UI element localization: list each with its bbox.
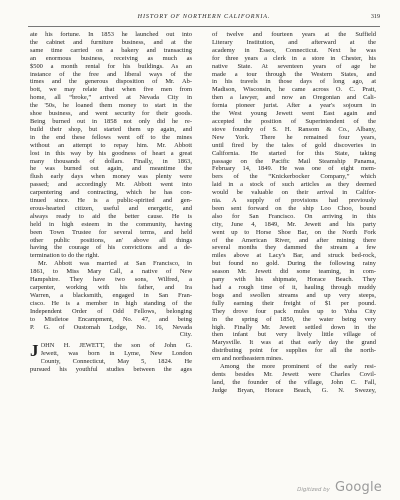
text-line: land, the founder of the village, John C. Fall,: [212, 378, 376, 386]
text-line: times and the generous disposition of Mr. Ab-: [30, 78, 192, 86]
text-line: went up to Horse Shoe Bar, on the North Fork: [212, 228, 376, 236]
text-line: OHN H. JEWETT, the son of John G.: [40, 342, 192, 350]
text-line: miles above at Lacy's Bar, and struck bed-rock,: [212, 252, 376, 260]
text-line: many thousands of dollars. Finally, in 1863,: [30, 157, 192, 165]
text-line: without an attempt to repay him. Mr. Abbott: [30, 141, 192, 149]
text-line: then infant but very lively little village of: [212, 331, 376, 339]
text-line: New York. There he remained four years,: [212, 133, 376, 141]
text-line: Literary Institution, and afterward at the: [212, 38, 376, 46]
right-column: [212, 31, 376, 395]
text-line: in the end these fellows went off to the mines: [30, 133, 192, 141]
text-line: build their shop, but started them up again, and: [30, 125, 192, 133]
text-line: Judge Bryan, Horace Beach, G. N. Swezey,: [212, 386, 376, 394]
text-line: City.: [179, 331, 192, 339]
text-line: having the courage of his convictions and a de-: [30, 244, 192, 252]
text-line: Madison, Wisconsin, he came across O. C. Pratt,: [212, 86, 376, 94]
google-logo: Google: [334, 480, 382, 495]
text-line: Mr. Abbott was married at San Francisco, in: [38, 260, 192, 268]
paragraph-abbott-career: [30, 31, 192, 260]
text-line: in the spring of 1850, the water being very: [212, 315, 376, 323]
text-line: made a tour through the Western States, and: [212, 70, 376, 78]
text-line: bers of the “Knickerbocker Company,” which: [212, 173, 376, 181]
text-line: in his travels in those days of long ago, at: [212, 78, 376, 86]
text-line: academy in Essex, Connecticut. Next he was: [212, 46, 376, 54]
text-line: cisco. He is a member in high standing of the: [30, 299, 192, 307]
text-line: same time carried on a bakery and transacting: [30, 46, 192, 54]
drop-cap: J: [30, 341, 39, 361]
text-line: carpentering and contracting, which he has con-: [30, 189, 192, 197]
text-line: the West young Jewett went East again and: [212, 110, 376, 118]
text-line: home, all “broke,” arrived at Nevada City in: [30, 94, 192, 102]
text-line: California. He started for this State, taking: [212, 149, 376, 157]
text-line: They drove four pack mules up to Yuba City: [212, 307, 376, 315]
text-line: for three years a clerk in a store in Chester, his: [212, 54, 376, 62]
text-line: until fired by the tales of gold discoveries in: [212, 141, 376, 149]
text-line: passage on the Pacific Mail Steamship Panama,: [212, 157, 376, 165]
text-line: the cabinet and furniture business, and at the: [30, 38, 192, 46]
text-line: to Mistletoe Encampment, No. 47, and being: [30, 315, 192, 323]
text-line: flush early days when money was plenty were: [30, 173, 192, 181]
text-line: Among the more prominent of the early resi-: [220, 363, 376, 371]
text-line: fully earning their freight of $1 per pound.: [212, 299, 376, 307]
text-line: ern and northeastern mines.: [212, 355, 284, 363]
text-line: erous-hearted citizen, useful and energetic, and: [30, 204, 192, 212]
text-line: of the American River, and after mining there: [212, 236, 376, 244]
paragraph-abbott-family: [30, 260, 192, 339]
text-line: accepted the position of Superintendent of the: [212, 117, 376, 125]
text-line: also for San Francisco. On arriving in this: [212, 212, 376, 220]
text-line: instance of the free and liberal ways of the: [30, 70, 192, 78]
text-line: native State. At seventeen years of age he: [212, 62, 376, 70]
text-line: P. G. of Oustomah Lodge, No. 16, Nevada: [30, 323, 192, 331]
text-line: pursued his youthful studies between the ages: [30, 366, 192, 374]
text-line: held in high esteem in the community, having: [30, 220, 192, 228]
text-line: distributing point for supplies for all the north-: [212, 347, 376, 355]
text-line: city, June 4, 1849, Mr. Jewett and his party: [212, 220, 376, 228]
paragraph-early-residents: [212, 363, 376, 395]
text-line: he was burned out again, and meantime the: [30, 165, 192, 173]
text-line: Jewett, was born in Lyme, New London: [40, 350, 192, 358]
text-line: but found no gold. During the following rainy: [212, 260, 376, 268]
text-line: of twelve and fourteen years at the Suffield: [212, 31, 376, 38]
text-line: fornia pioneer jurist. After a year's sojourn in: [212, 102, 376, 110]
text-line: passed; and accordingly Mr. Abbott went into: [30, 181, 192, 189]
text-line: ate his fortune. In 1853 he launched out into: [30, 31, 192, 38]
text-line: then a lawyer, and now an Oregonian and Cali-: [212, 94, 376, 102]
text-line: high. Finally Mr. Jewett settled down in the: [212, 323, 376, 331]
running-head: HISTORY OF NORTHERN CALIFORNIA.: [137, 14, 271, 20]
text-line: the '50s, he loaned them money to start in the: [30, 102, 192, 110]
text-line: always ready to aid the better cause. He is: [30, 212, 192, 220]
text-line: carpenter, working with his father, and Ira: [30, 284, 192, 291]
text-line: dents besides Mr. Jewett were Charles Covil-: [212, 370, 376, 378]
text-line: pany with his shipmate, Horace Beach. They: [212, 276, 376, 284]
text-line: shoe business, and went security for their goods.: [30, 110, 192, 118]
text-line: laid in a stock of such articles as they deemed: [212, 181, 376, 189]
text-line: Warren, a blacksmith, engaged in San Fran-: [30, 291, 192, 299]
left-column: [30, 31, 192, 374]
digitized-watermark: [297, 476, 382, 495]
page-header: [28, 12, 380, 27]
text-line: nia. A supply of provisions had previously: [212, 197, 376, 205]
text-line: 1861, to Miss Mary Call, a native of New: [30, 268, 192, 276]
text-line: Independent Order of Odd Fellows, belonging: [30, 307, 192, 315]
paragraph-jewett-intro: [30, 342, 192, 374]
page-number: 319: [370, 14, 380, 20]
watermark-prefix: Digitized by: [297, 487, 330, 493]
text-line: been Town Trustee for several terms, and held: [30, 228, 192, 236]
text-line: had a rough time of it, hauling through muddy: [212, 284, 376, 291]
text-line: been sent forward on the ship Loo Choo, bound: [212, 204, 376, 212]
text-line: $500 a month rental for his buildings. As an: [30, 62, 192, 70]
text-line: termination to do the right.: [30, 252, 100, 260]
text-line: Marysville. It was at that early day the grand: [212, 339, 376, 347]
text-line: Being burned out in 1858 not only did he re-: [30, 117, 192, 125]
text-line: season Mr. Jewett did some teaming, in com-: [212, 268, 376, 276]
text-line: Hampshire. They have two sons, Wilfred, a: [30, 276, 192, 284]
text-line: other public positions, an' above all things: [30, 236, 192, 244]
text-line: an enormous business, receiving as much as: [30, 54, 192, 62]
text-line: lost in this way by his goodness of heart a great: [30, 149, 192, 157]
text-line: February 14, 1849. He was one of eight mem-: [212, 165, 376, 173]
text-line: County, Connecticut, May 5, 1824. He: [40, 358, 192, 366]
text-line: stove foundry of S. H. Ransom & Co., Albany,: [212, 125, 376, 133]
text-line: tinued since. He is a public-spirited and gen-: [30, 197, 192, 205]
text-line: several months they dammed the stream a few: [212, 244, 376, 252]
paragraph-jewett-career: [212, 31, 376, 363]
text-line: would be valuable on their arrival in Califor-: [212, 189, 376, 197]
text-line: bott, we may relate that when five men from: [30, 86, 192, 94]
text-line: bogs and swollen streams and up very steeps,: [212, 291, 376, 299]
